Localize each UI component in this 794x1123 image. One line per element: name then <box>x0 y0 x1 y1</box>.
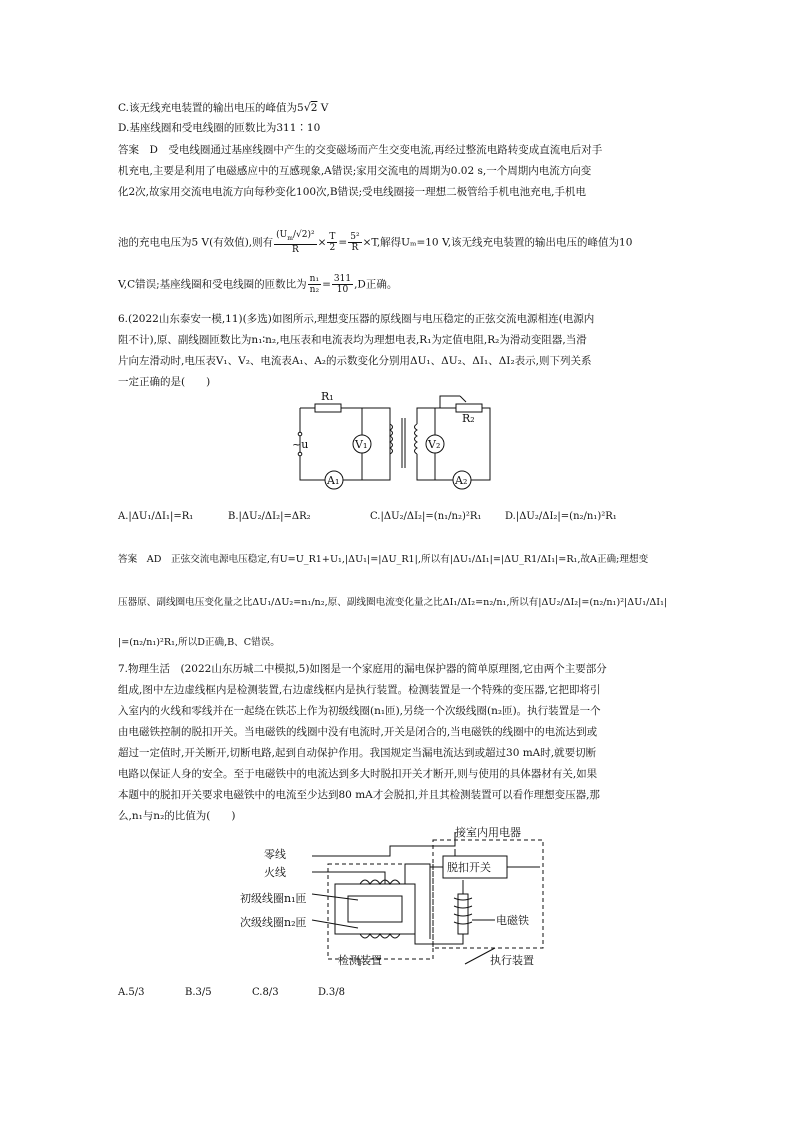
q5-answer-line-4-post: ,解得Uₘ=10 V,该无线充电装置的输出电压的峰值为10 <box>376 236 633 249</box>
trip-switch-label: 脱扣开关 <box>447 861 491 874</box>
leakage-protector-diagram <box>240 824 570 970</box>
circuit-a2-label: A₂ <box>455 474 468 487</box>
q5-answer-line-2: 机充电,主要是利用了电磁感应中的互感现象,A错误;家用交流电的周期为0.02 s,一个周期内电流方向变 <box>118 165 592 177</box>
q6-answer-line-1: 答案 AD 正弦交流电源电压稳定,有U=U_R1+U₁,|ΔU₁|=|ΔU_R1|,所以有|ΔU₁/ΔI₁|=|ΔU_R1/ΔI₁|=R₁,故A正确;理想变 <box>118 554 649 565</box>
q7-option-c: C.8/3 <box>252 987 279 998</box>
zero-line-label: 零线 <box>264 848 286 861</box>
q7-stem-line-5: 超过一定值时,开关断开,切断电路,起到自动保护作用。我国规定当漏电流达到或超过30 mA时,就要切断 <box>118 747 597 759</box>
q6-option-a: A.|ΔU₁/ΔI₁|=R₁ <box>118 511 194 522</box>
q5-option-d: D.基座线圈和受电线圈的匝数比为311∶10 <box>118 122 321 134</box>
q5-option-c: C.该无线充电装置的输出电压的峰值为5√2 V <box>118 101 329 114</box>
q7-stem-line-1: 7.物理生活 (2022山东历城二中模拟,5)如图是一个家庭用的漏电保护器的简单原理图,它由两个主要部分 <box>118 663 607 675</box>
q7-stem-line-8: 么,n₁与n₂的比值为( ) <box>118 810 236 822</box>
circuit-v1-label: V₁ <box>355 438 368 451</box>
q6-stem-line-2: 阻不计),原、副线圈匝数比为n₁∶n₂,电压表和电流表均为理想电表,R₁为定值电阻,R₂为滑动变阻器,当滑 <box>118 334 587 346</box>
q5-answer-line-4: 池的充电电压为5 V(有效值),则有 $\frac{(U_m/√2)^2}{R}$ × $\frac{T}{2}$ = $\frac{\text{5²}}{R}$ ×T,解得Uₘ=10 V,该无线充电装置的输出电压的峰值为10 <box>118 230 633 255</box>
q6-stem-line-4: 一定正确的是( ) <box>118 376 211 388</box>
fire-line-label: 火线 <box>264 866 286 879</box>
electromagnet-label: 电磁铁 <box>496 914 529 927</box>
appliance-label: 接室内用电器 <box>455 826 521 839</box>
q5-answer-line-3: 化2次,故家用交流电电流方向每秒变化100次,B错误;受电线圈接一理想二极管给手机电池充电,手机电 <box>118 186 586 198</box>
circuit-v2-label: V₂ <box>428 438 441 451</box>
q6-answer-line-2: 压器原、副线圈电压变化量之比ΔU₁/ΔU₂=n₁/n₂,原、副线圈电流变化量之比ΔI₁/ΔI₂=n₂/n₁,所以有|ΔU₂/ΔI₂|=(n₂/n₁)²|ΔU₁/ΔI₁| <box>118 597 668 608</box>
formula-2: $\frac{\text{n₁}}{\text{n₂}}$ <box>309 274 320 295</box>
transformer-circuit-diagram <box>290 388 500 494</box>
q7-stem-line-3: 入室内的火线和零线并在一起绕在铁芯上作为初级线圈(n₁匝),另绕一个次级线圈(n₂匝)。执行装置是一个 <box>118 705 601 717</box>
q6-stem-line-1: 6.(2022山东泰安一模,11)(多选)如图所示,理想变压器的原线圈与电压稳定的正弦交流电源相连(电源内 <box>118 313 595 325</box>
q5-answer-line-1: 答案 D 受电线圈通过基座线圈中产生的交变磁场而产生交变电流,再经过整流电路转变成直流电后对手 <box>118 144 603 156</box>
circuit-a1-label: A₁ <box>327 474 340 487</box>
q7-option-b: B.3/5 <box>185 987 212 998</box>
circuit-u-label: ~u <box>292 438 309 451</box>
secondary-coil-label: 次级线圈n₂匝 <box>240 916 307 929</box>
circuit-r2-label: R₂ <box>462 412 475 425</box>
q6-option-c: C.|ΔU₂/ΔI₂|=(n₁/n₂)²R₁ <box>370 511 482 522</box>
q7-stem-line-6: 电路以保证人身的安全。至于电磁铁中的电流达到多大时脱扣开关才断开,则与使用的具体器材有关,如果 <box>118 768 598 780</box>
primary-coil-label: 初级线圈n₁匝 <box>240 892 307 905</box>
circuit-r1-label: R₁ <box>321 390 334 403</box>
q7-option-d: D.3/8 <box>318 987 345 998</box>
q6-answer-line-3: |=(n₂/n₁)²R₁,所以D正确,B、C错误。 <box>118 637 280 648</box>
q6-option-b: B.|ΔU₂/ΔI₂|=ΔR₂ <box>228 511 311 522</box>
q7-stem-line-2: 组成,图中左边虚线框内是检测装置,右边虚线框内是执行装置。检测装置是一个特殊的变压器,它把即将引 <box>118 684 601 696</box>
q7-stem-line-7: 本题中的脱扣开关要求电磁铁中的电流至少达到80 mA才会脱扣,并且其检测装置可以看作理想变压器,那 <box>118 789 600 801</box>
q7-stem-line-4: 由电磁铁控制的脱扣开关。当电磁铁的线圈中没有电流时,开关是闭合的,当电磁铁的线圈中的电流达到或 <box>118 726 598 738</box>
q7-option-a: A.5/3 <box>118 987 145 998</box>
q5-answer-line-5-post: ,D正确。 <box>354 278 398 291</box>
execute-device-label: 执行装置 <box>490 954 534 967</box>
detect-device-label: 检测装置 <box>338 954 382 967</box>
q6-stem-line-3: 片向左滑动时,电压表V₁、V₂、电流表A₁、A₂的示数变化分别用ΔU₁、ΔU₂、ΔI₁、ΔI₂表示,则下列关系 <box>118 355 592 367</box>
q5-answer-line-5: V,C错误;基座线圈和受电线圈的匝数比为 $\frac{\text{n₁}}{\text{n₂}}$ = $\frac{311}{10}$ ,D正确。 <box>118 274 398 295</box>
formula-1: $\frac{(U_m/√2)^2}{R}$ <box>276 230 315 255</box>
q5-answer-line-4-pre: 池的充电电压为5 V(有效值),则有 <box>118 236 274 249</box>
q6-option-d: D.|ΔU₂/ΔI₂|=(n₂/n₁)²R₁ <box>505 511 617 522</box>
q5-answer-line-5-pre: V,C错误;基座线圈和受电线圈的匝数比为 <box>118 278 307 291</box>
